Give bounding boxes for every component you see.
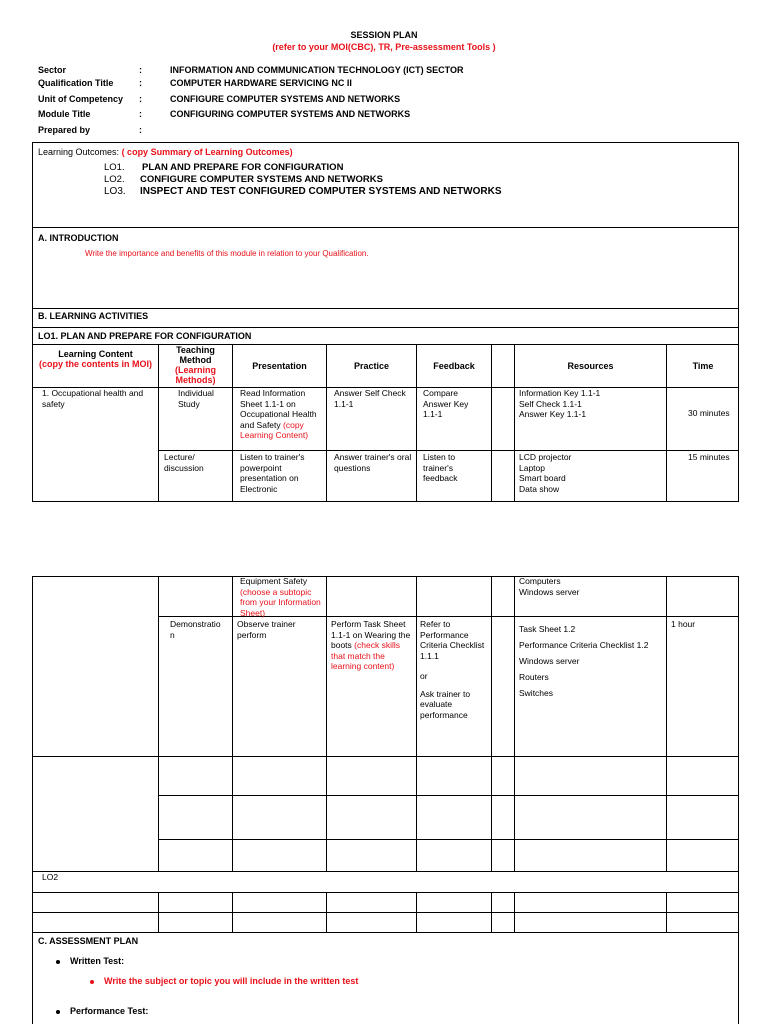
written-test-item — [56, 956, 124, 966]
column-line — [158, 892, 159, 932]
lo-text: PLAN AND PREPARE FOR CONFIGURATION — [142, 162, 344, 173]
practice-note: (check skills that match the learning content) — [331, 640, 400, 671]
column-line — [326, 892, 327, 932]
divider — [158, 450, 739, 451]
header-label: Module Title — [38, 109, 91, 119]
resource-item: Performance Criteria Checklist 1.2 — [519, 640, 649, 650]
divider — [32, 871, 739, 872]
divider — [32, 912, 739, 913]
header-value: INFORMATION AND COMMUNICATION TECHNOLOGY (ICT) SECTOR — [170, 65, 464, 75]
presentation-text: Read Information Sheet 1.1-1 on Occupational Health and Safety — [240, 388, 317, 430]
resource-item: Laptop — [519, 462, 545, 473]
th-resources: Resources — [567, 361, 614, 371]
header-colon: : — [139, 109, 142, 119]
divider — [32, 756, 739, 757]
resource-item: Information Key 1.1-1 — [519, 388, 601, 398]
cell-practice — [331, 619, 413, 672]
cell-learning-content: 1. Occupational health and safety — [42, 388, 144, 409]
cell-presentation — [240, 388, 324, 441]
learning-outcomes-label — [38, 147, 293, 157]
bullet-icon — [56, 960, 60, 964]
header-colon: : — [139, 78, 142, 88]
cell-method: Individual Study — [178, 388, 214, 409]
presentation-note: (copy Learning Content) — [240, 419, 309, 440]
divider — [158, 839, 739, 840]
learning-activities-heading: B. LEARNING ACTIVITIES — [38, 311, 149, 321]
th-practice: Practice — [353, 361, 390, 371]
column-line — [232, 892, 233, 932]
divider — [32, 327, 739, 328]
divider — [32, 344, 739, 345]
feedback-or: or — [420, 671, 428, 681]
th-time: Time — [692, 361, 714, 371]
performance-test-item — [56, 1006, 148, 1016]
feedback-text: Refer to Performance Criteria Checklist 1.1.1 — [420, 619, 485, 661]
lo2-label: LO2 — [42, 872, 59, 882]
column-line — [514, 892, 515, 932]
cell-practice: Answer trainer's oral questions — [334, 452, 412, 473]
divider — [32, 892, 739, 893]
resource-item: Self Check 1.1-1 — [519, 398, 582, 409]
column-line — [158, 576, 159, 871]
th-learning-content — [33, 349, 158, 369]
cell-resources — [519, 388, 663, 420]
header-colon: : — [139, 125, 142, 135]
th-teaching-method — [159, 345, 232, 385]
written-test-label: Written Test: — [70, 956, 125, 966]
cell-feedback: Listen to trainer's feedback — [423, 452, 458, 483]
divider — [32, 227, 739, 228]
th-presentation: Presentation — [252, 361, 307, 371]
header-label: Prepared by — [38, 125, 91, 135]
lo-item-1 — [104, 162, 344, 174]
header-value: CONFIGURE COMPUTER SYSTEMS AND NETWORKS — [170, 94, 401, 104]
column-line — [416, 892, 417, 932]
written-test-note: Write the subject or topic you will include in the written test — [104, 976, 359, 986]
introduction-note: Write the importance and benefits of this module in relation to your Qualification. — [85, 249, 369, 258]
resource-item: Answer Key 1.1-1 — [519, 409, 587, 419]
cell-resources — [519, 621, 665, 701]
cell-feedback: Compare Answer Key 1.1-1 — [423, 388, 469, 419]
divider — [158, 795, 739, 796]
performance-test-label: Performance Test: — [70, 1006, 149, 1016]
th-feedback: Feedback — [433, 361, 475, 371]
page-subtitle: (refer to your MOI(CBC), TR, Pre-assessment Tools ) — [272, 42, 496, 52]
header-label: Qualification Title — [38, 78, 114, 88]
resource-item: Smart board — [519, 473, 566, 483]
cell-method: Lecture/ discussion — [164, 452, 204, 473]
assessment-heading: C. ASSESSMENT PLAN — [38, 936, 139, 946]
resource-item: Computers — [519, 576, 561, 586]
cell-feedback — [420, 619, 488, 720]
cell-time: 15 minutes — [688, 452, 730, 462]
lo-label-text: Learning Outcomes: — [38, 147, 120, 157]
lo-text: INSPECT AND TEST CONFIGURED COMPUTER SYSTEMS AND NETWORKS — [140, 186, 502, 197]
page-title: SESSION PLAN — [350, 30, 418, 40]
column-line — [514, 576, 515, 871]
header-value: COMPUTER HARDWARE SERVICING NC II — [170, 78, 352, 88]
th-text: Learning Content — [58, 349, 133, 359]
column-line — [666, 892, 667, 932]
cell-method: Demonstration — [170, 619, 221, 640]
header-label: Sector — [38, 65, 67, 75]
presentation-note: (choose a subtopic from your Information Sheet) — [240, 586, 321, 618]
lo-num: LO2. — [104, 174, 125, 185]
column-line — [232, 576, 233, 871]
column-line — [491, 344, 492, 502]
header-colon: : — [139, 65, 142, 75]
header-label: Unit of Competency — [38, 94, 124, 104]
cell-resources — [519, 576, 663, 597]
divider — [32, 308, 739, 309]
header-value: CONFIGURING COMPUTER SYSTEMS AND NETWORKS — [170, 109, 411, 119]
resource-item: LCD projector — [519, 452, 572, 462]
column-line — [491, 892, 492, 932]
lo-item-2 — [104, 174, 383, 186]
lo-label-note: ( copy Summary of Learning Outcomes) — [121, 147, 293, 157]
column-line — [326, 576, 327, 871]
cell-resources — [519, 452, 663, 494]
lo1-heading: LO1. PLAN AND PREPARE FOR CONFIGURATION — [38, 331, 252, 341]
th-note: (copy the contents in MOI) — [38, 359, 152, 369]
divider — [32, 932, 739, 933]
resource-item: Windows server — [519, 586, 580, 597]
lo-num: LO1. — [104, 162, 125, 173]
cell-presentation: Observe trainer perform — [237, 619, 296, 640]
cell-presentation — [240, 576, 324, 618]
bullet-icon — [56, 1010, 60, 1014]
column-line — [416, 576, 417, 871]
column-line — [491, 576, 492, 871]
header-colon: : — [139, 94, 142, 104]
cell-time: 1 hour — [671, 619, 696, 629]
written-test-note-item — [90, 976, 358, 986]
th-note: (Learning Methods) — [174, 365, 216, 385]
th-text: Teaching Method — [176, 345, 215, 365]
practice-text: Perform Task Sheet 1.1-1 on Wearing the boots — [331, 619, 411, 650]
resource-item: Windows server — [519, 656, 580, 666]
cell-practice: Answer Self Check 1.1-1 — [334, 388, 406, 409]
cell-time: 30 minutes — [688, 408, 730, 418]
introduction-heading: A. INTRODUCTION — [38, 233, 119, 243]
column-line — [666, 576, 667, 871]
lo-item-3 — [104, 186, 502, 198]
resource-item: Routers — [519, 672, 549, 682]
resource-item: Data show — [519, 483, 560, 494]
resource-item: Switches — [519, 688, 554, 698]
lo-num: LO3. — [104, 186, 126, 197]
lo-text: CONFIGURE COMPUTER SYSTEMS AND NETWORKS — [140, 174, 383, 185]
feedback-alt: Ask trainer to evaluate performance — [420, 688, 471, 720]
resource-item: Task Sheet 1.2 — [519, 624, 576, 634]
bullet-icon — [90, 980, 94, 984]
presentation-text: Equipment Safety — [240, 576, 308, 586]
cell-presentation: Listen to trainer's powerpoint presentation on Electronic — [240, 452, 305, 494]
